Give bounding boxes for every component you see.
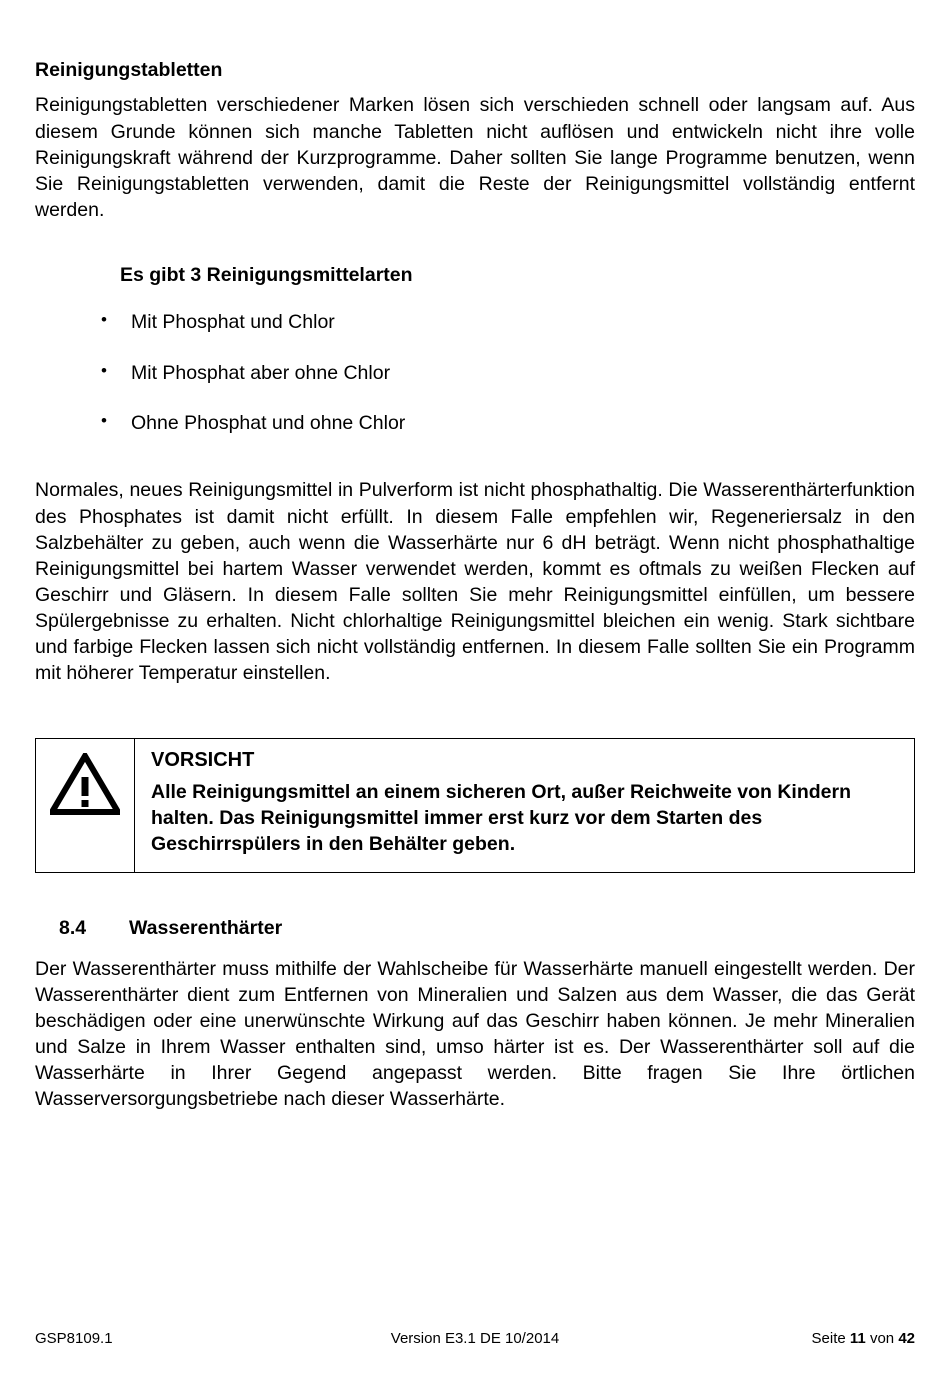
section-heading <box>35 917 915 940</box>
list-item: • Ohne Phosphat und ohne Chlor <box>35 411 915 436</box>
caution-body: Alle Reinigungsmittel an einem sicheren Ort, außer Reichweite von Kindern halten. Das Reinigungsmittel immer erst kurz vor dem Starten des Geschirrspülers in den Behälter geben. <box>151 781 851 855</box>
page-footer <box>35 1330 915 1347</box>
list-item: • Mit Phosphat und Chlor <box>35 310 915 335</box>
list-item: • Mit Phosphat aber ohne Chlor <box>35 361 915 386</box>
spacer <box>35 940 915 956</box>
footer-version: Version E3.1 DE 10/2014 <box>390 1330 560 1347</box>
page-content <box>35 58 915 1112</box>
spacer <box>35 461 915 477</box>
footer-model: GSP8109.1 <box>35 1330 113 1347</box>
footer-page-of: von <box>869 1330 895 1347</box>
caution-title: VORSICHT <box>151 749 255 772</box>
caution-text-cell <box>135 739 914 871</box>
footer-pagination <box>645 1330 915 1347</box>
footer-page-label: Seite <box>811 1330 846 1347</box>
footer-page-total: 42 <box>898 1330 915 1347</box>
second-paragraph: Normales, neues Reinigungsmittel in Pulverform ist nicht phosphathaltig. Die Wasserenthärterfunktion des Phosphates ist damit nicht erfüllt. In diesem Falle empfehlen wir, Regeneriersalz in den Salzbehälter zu geben, auch wenn die Wasserhärte nur 6 dH beträgt. Wenn nicht phosphathaltige Reinigungsmittel bei hartem Wasser verwendet werden, kommt es oftmals zu weißen Flecken auf Geschirr und Gläsern. In diesem Falle sollten Sie mehr Reinigungsmittel einfüllen, um bessere Spülergebnisse zu erhalten. Nicht chlorhaltige Reinigungsmittel bleichen ein wenig. Stark sichtbare und farbige Flecken lassen sich nicht vollständig entfernen. In diesem Falle sollten Sie ein Programm mit höherer Temperatur einstellen. <box>35 479 915 685</box>
caution-box <box>35 738 915 872</box>
spacer <box>35 223 915 263</box>
subheading-detergent-types: Es gibt 3 Reinigungsmittelarten <box>120 264 413 286</box>
intro-paragraph: Reinigungstabletten verschiedener Marken lösen sich verschieden schnell oder langsam auf. Aus diesem Grunde können sich manche Tabletten nicht auflösen und entwickeln nicht ihre volle Reinigungskraft während der Kurzprogramme. Daher sollten Sie lange Programme benutzen, wenn Sie Reinigungstabletten verwenden, damit die Reste der Reinigungsmittel vollständig entfernt werden. <box>35 94 915 221</box>
section-title: Wasserenthärter <box>129 916 283 939</box>
warning-triangle-icon <box>50 753 120 815</box>
detergent-type-list <box>35 310 915 436</box>
footer-page-number: 11 <box>849 1330 866 1347</box>
section-paragraph: Der Wasserenthärter muss mithilfe der Wahlscheibe für Wasserhärte manuell eingestellt werden. Der Wasserenthärter dient zum Entfernen von Mineralien und Salzen aus dem Wasser, die das Gerät beschädigen oder eine unerwünschte Wirkung auf das Geschirr haben können. Je mehr Mineralien und Salze in Ihrem Wasser enthalten sind, umso härter ist es. Der Wasserenthärter soll auf die Wasserhärte in Ihrer Gegend angepasst werden. Bitte fragen Sie Ihre örtlichen Wasserversorgungsbetriebe nach dieser Wasserhärte. <box>35 957 915 1111</box>
page-title: Reinigungstabletten <box>35 59 223 81</box>
caution-icon-cell <box>36 739 135 871</box>
section-number: 8.4 <box>59 916 87 939</box>
